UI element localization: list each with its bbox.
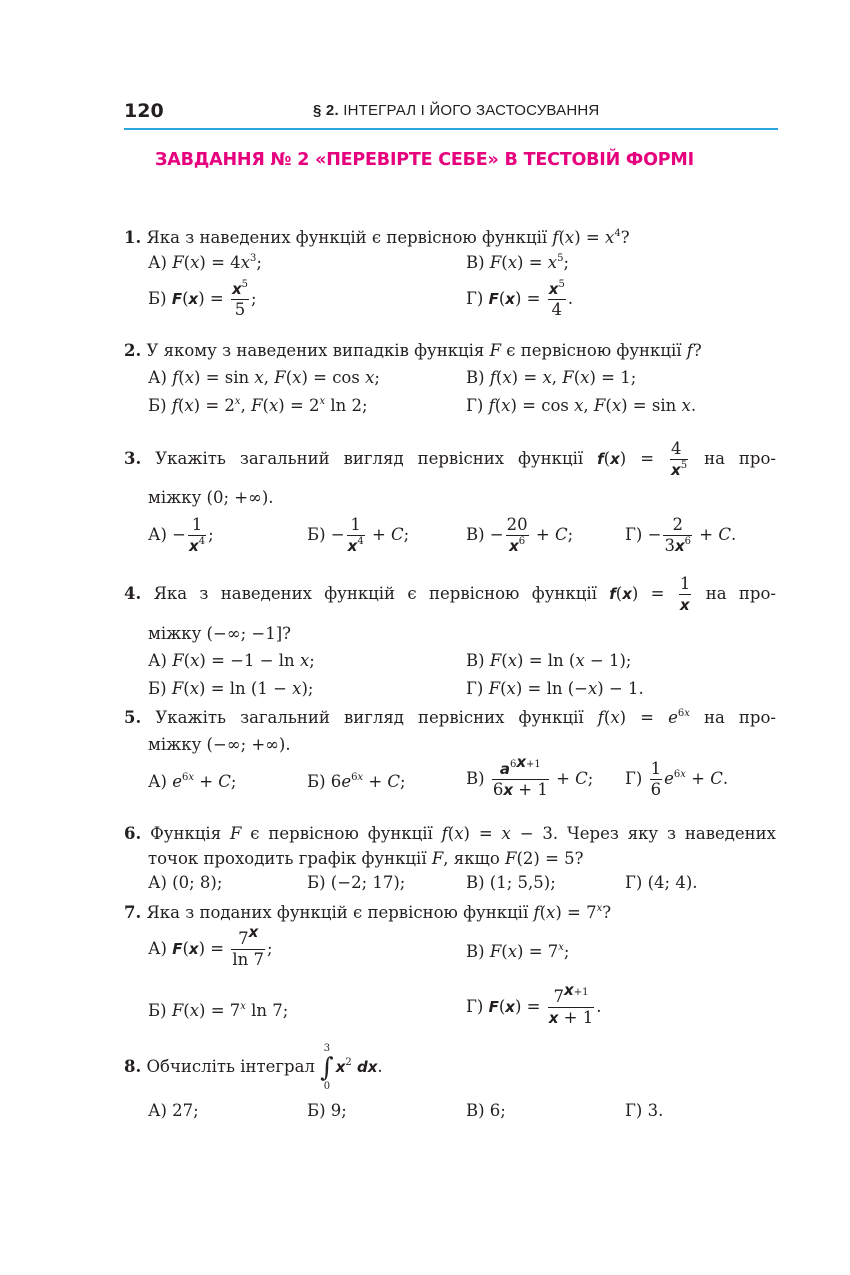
q5-option-b: Б) $6e^{6x} + C$; [307, 771, 406, 791]
q6-option-g: Г) (4; 4). [625, 873, 698, 892]
q8-option-a: А) 27; [148, 1101, 199, 1120]
section-title: ІНТЕГРАЛ І ЙОГО ЗАСТОСУВАННЯ [343, 102, 600, 119]
q5-option-v: В) $\frac{a^{6x+1}}{6x + 1}$ + C; [466, 752, 594, 799]
q4-option-g: Г) F(x) = ln (−x) − 1. [466, 679, 644, 698]
q2-option-g: Г) f(x) = cos x, F(x) = sin x. [466, 396, 697, 415]
q5-option-a: А) $e^{6x} + C$; [148, 771, 237, 791]
q3-option-v: В) − $\frac{20}{x^6}$ + C; [466, 515, 574, 555]
question-5-text: 5. Укажіть загальний вигляд первісних функції $f(x) = e^{6x}$ на про- [124, 707, 776, 727]
q1-option-v: В) $F(x) = x^5$; [466, 252, 570, 272]
q1-option-g: Г) F(x) = $\frac{x^5}{4}$ . [466, 278, 574, 319]
q7-option-b: Б) $F(x) = 7^x$ ln 7; [148, 1000, 289, 1020]
q2-option-a: А) f(x) = sin x, F(x) = cos x; [148, 368, 380, 387]
q2-option-v: В) f(x) = x, F(x) = 1; [466, 368, 637, 387]
question-5-text-cont: міжку (−∞; +∞). [148, 735, 291, 754]
q3-option-a: А) − $\frac{1}{x^4}$ ; [148, 515, 214, 555]
question-2-text: 2. У якому з наведених випадків функція F є первісною функції f? [124, 341, 702, 360]
question-3-text-cont: міжку (0; +∞). [148, 488, 274, 507]
integral-sign: 3 ∫ 0 [320, 1042, 334, 1092]
q5-option-g: Г) $\frac{1}{6}$ $e^{6x} + C$. [625, 759, 729, 799]
question-8-text: 8. Обчисліть інтеграл 3 ∫ 0 $x^2$ dx. [124, 1042, 383, 1092]
q7-option-g: Г) F(x) = $\frac{7^{x+1}}{x + 1}$ . [466, 980, 602, 1027]
question-3-text: 3. Укажіть загальний вигляд первісних функції f(x) = $\frac{4}{x^5}$ на про- [124, 439, 776, 479]
q2-option-b: Б) $f(x) = 2^x$, $F(x) = 2^x$ ln 2; [148, 395, 368, 415]
q1-option-a: А) $F(x) = 4x^3$; [148, 252, 262, 272]
q4-option-a: А) F(x) = −1 − ln x; [148, 651, 315, 670]
question-6-text: 6. Функція F є первісною функції f(x) = x − 3. Через яку з наведених [124, 824, 776, 843]
q3-option-b: Б) − $\frac{1}{x^4}$ + C; [307, 515, 410, 555]
q8-option-b: Б) 9; [307, 1101, 347, 1120]
q8-option-g: Г) 3. [625, 1101, 664, 1120]
q4-option-b: Б) F(x) = ln (1 − x); [148, 679, 314, 698]
running-header [313, 102, 599, 119]
page-title: ЗАВДАННЯ № 2 «ПЕРЕВІРТЕ СЕБЕ» В ТЕСТОВІЙ ФОРМІ [155, 150, 694, 170]
question-6-text-cont: точок проходить графік функції F, якщо F(2) = 5? [148, 849, 584, 868]
q6-option-a: А) (0; 8); [148, 873, 223, 892]
question-7-text: 7. Яка з поданих функцій є первісною функції $f(x) = 7^x$? [124, 902, 612, 922]
q7-option-a: А) F(x) = $\frac{7^x}{\ln 7}$ ; [148, 922, 273, 969]
page-number: 120 [124, 100, 164, 122]
q8-option-v: В) 6; [466, 1101, 506, 1120]
q6-option-v: В) (1; 5,5); [466, 873, 556, 892]
q3-option-g: Г) − $\frac{2}{3x^6}$ + C. [625, 515, 737, 555]
q4-option-v: В) F(x) = ln (x − 1); [466, 651, 632, 670]
header-rule [124, 128, 778, 130]
section-sign: § 2. [313, 102, 339, 119]
q6-option-b: Б) (−2; 17); [307, 873, 406, 892]
q7-option-v: В) $F(x) = 7^x$; [466, 941, 570, 961]
q1-option-b: Б) F(x) = $\frac{x^5}{5}$ ; [148, 278, 257, 319]
question-4-text: 4. Яка з наведених функцій є первісною функції f(x) = $\frac{1}{x}$ на про- [124, 574, 776, 614]
question-1-text: 1. Яка з наведених функцій є первісною функції $f(x) = x^4$? [124, 227, 630, 247]
question-4-text-cont: міжку (−∞; −1]? [148, 624, 291, 643]
